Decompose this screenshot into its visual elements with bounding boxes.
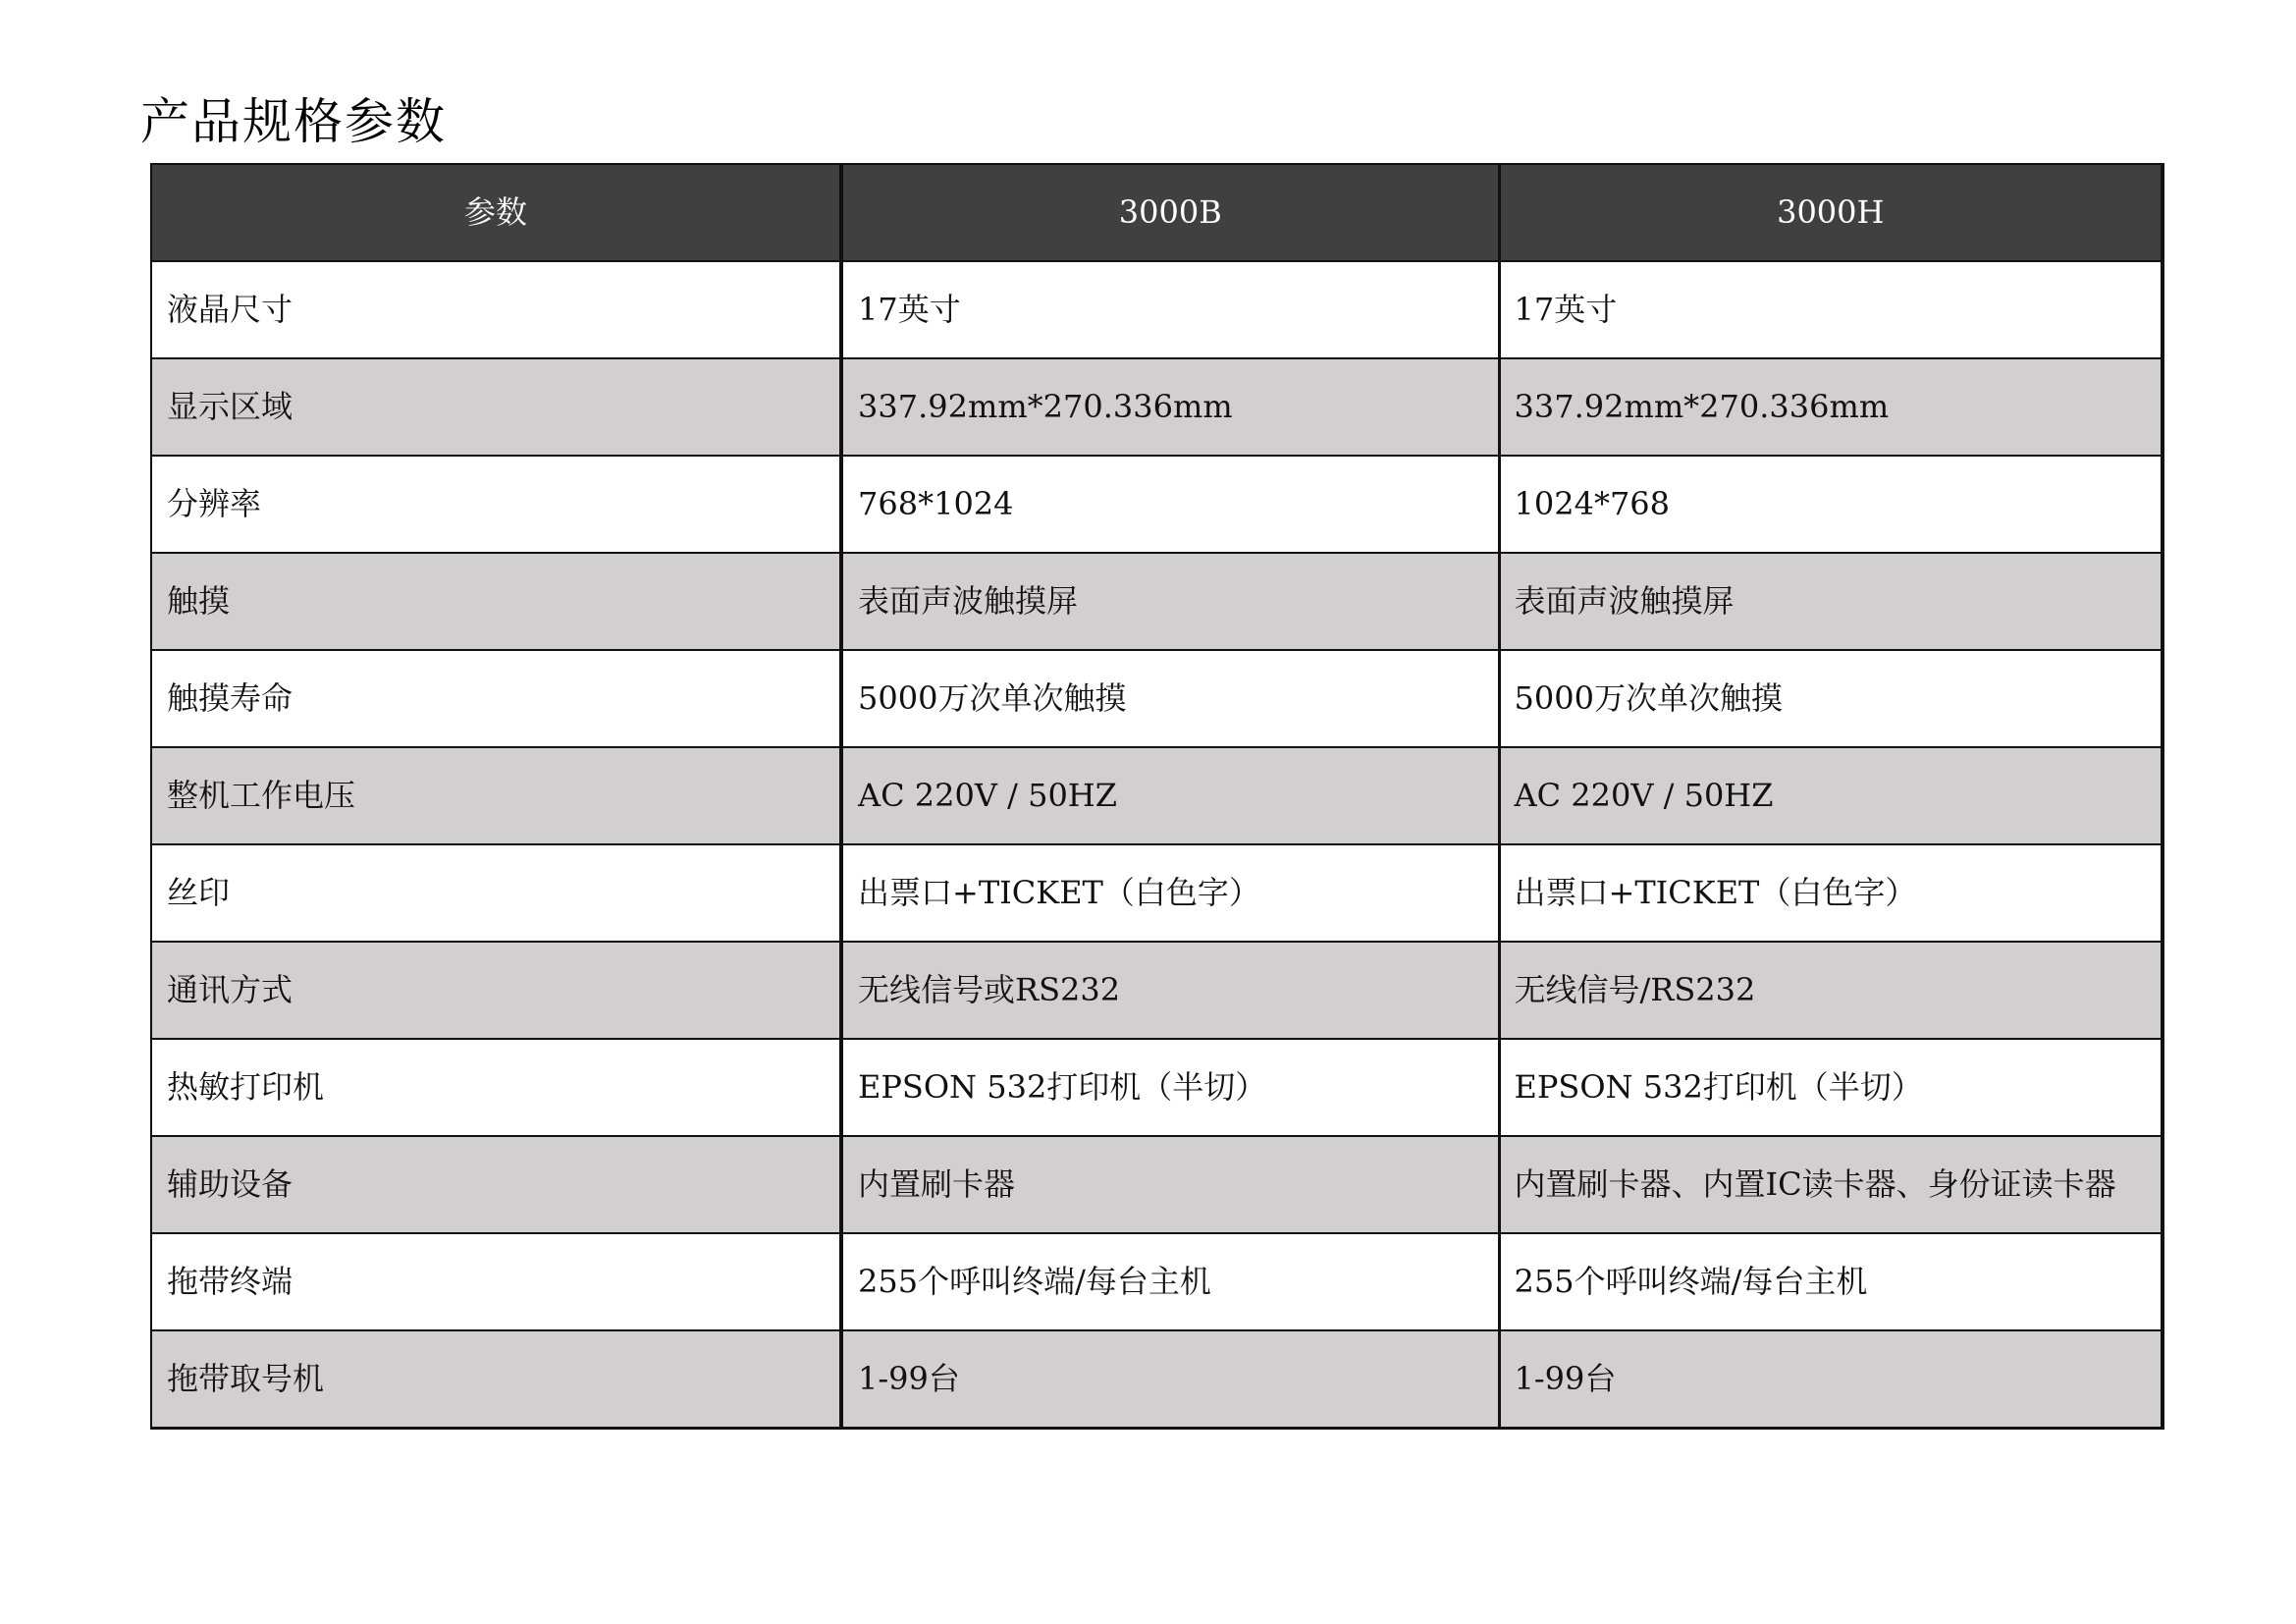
table-row [151, 650, 2163, 747]
value-3000h: 出票口+TICKET（白色字） [1499, 844, 2163, 942]
value-3000h: 337.92mm*270.336mm [1499, 358, 2163, 456]
value-3000b: AC 220V / 50HZ [841, 747, 1499, 844]
param-label: 热敏打印机 [151, 1039, 841, 1136]
table-row [151, 1136, 2163, 1233]
spec-table [150, 163, 2164, 1430]
table-row [151, 844, 2163, 942]
param-label: 通讯方式 [151, 942, 841, 1039]
value-3000h: 1024*768 [1499, 456, 2163, 553]
param-label: 丝印 [151, 844, 841, 942]
table-row [151, 942, 2163, 1039]
value-3000b: 表面声波触摸屏 [841, 553, 1499, 650]
value-3000b: 5000万次单次触摸 [841, 650, 1499, 747]
page-title: 产品规格参数 [140, 93, 447, 150]
value-3000h: 1-99台 [1499, 1330, 2163, 1429]
value-3000h: 内置刷卡器、内置IC读卡器、身份证读卡器 [1499, 1136, 2163, 1233]
value-3000b: EPSON 532打印机（半切） [841, 1039, 1499, 1136]
table-header-row [151, 164, 2163, 261]
table-row [151, 553, 2163, 650]
header-model-3000b: 3000B [841, 164, 1499, 261]
value-3000b: 255个呼叫终端/每台主机 [841, 1233, 1499, 1330]
value-3000b: 无线信号或RS232 [841, 942, 1499, 1039]
table-row [151, 456, 2163, 553]
value-3000b: 1-99台 [841, 1330, 1499, 1429]
param-label: 拖带终端 [151, 1233, 841, 1330]
value-3000h: EPSON 532打印机（半切） [1499, 1039, 2163, 1136]
param-label: 分辨率 [151, 456, 841, 553]
table-row [151, 358, 2163, 456]
param-label: 整机工作电压 [151, 747, 841, 844]
param-label: 辅助设备 [151, 1136, 841, 1233]
table-row [151, 1233, 2163, 1330]
param-label: 液晶尺寸 [151, 261, 841, 358]
value-3000h: 表面声波触摸屏 [1499, 553, 2163, 650]
value-3000h: 5000万次单次触摸 [1499, 650, 2163, 747]
value-3000b: 768*1024 [841, 456, 1499, 553]
value-3000b: 337.92mm*270.336mm [841, 358, 1499, 456]
param-label: 触摸 [151, 553, 841, 650]
table-row [151, 261, 2163, 358]
param-label: 显示区域 [151, 358, 841, 456]
table-row [151, 747, 2163, 844]
header-model-3000h: 3000H [1499, 164, 2163, 261]
table-row [151, 1330, 2163, 1429]
value-3000b: 出票口+TICKET（白色字） [841, 844, 1499, 942]
param-label: 拖带取号机 [151, 1330, 841, 1429]
value-3000h: 17英寸 [1499, 261, 2163, 358]
value-3000h: 无线信号/RS232 [1499, 942, 2163, 1039]
value-3000h: AC 220V / 50HZ [1499, 747, 2163, 844]
param-label: 触摸寿命 [151, 650, 841, 747]
value-3000b: 内置刷卡器 [841, 1136, 1499, 1233]
table-row [151, 1039, 2163, 1136]
value-3000b: 17英寸 [841, 261, 1499, 358]
header-param: 参数 [151, 164, 841, 261]
value-3000h: 255个呼叫终端/每台主机 [1499, 1233, 2163, 1330]
